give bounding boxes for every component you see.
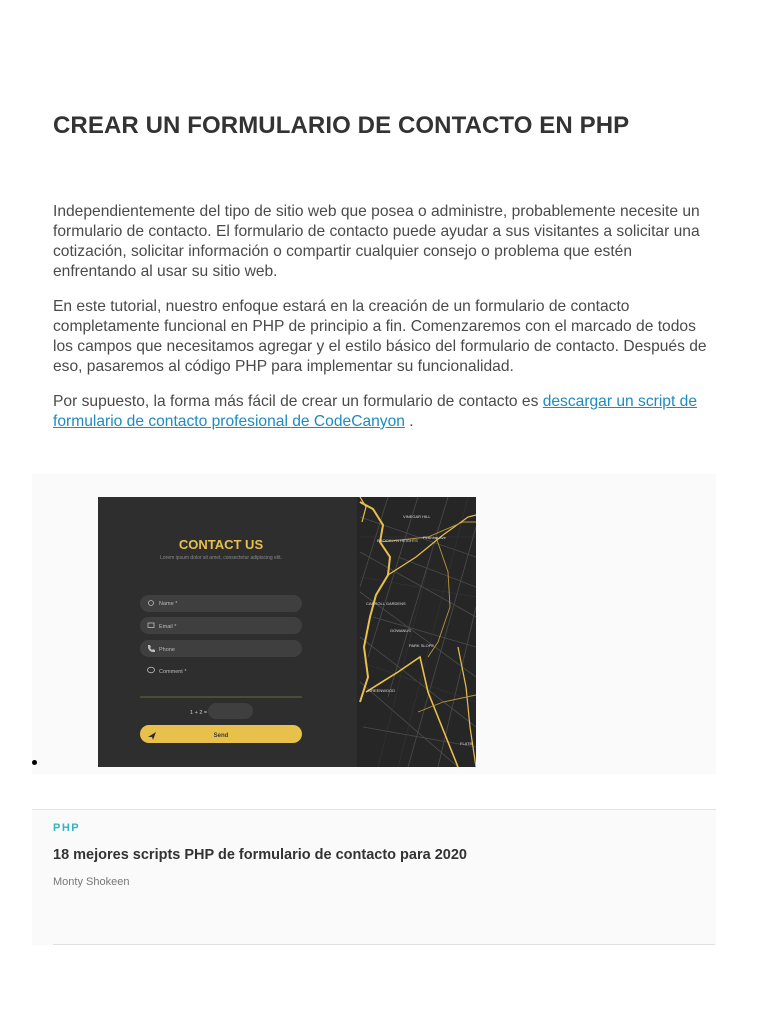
map-label: GREENWOOD (368, 688, 396, 693)
codecanyon-link[interactable]: descargar un script de formulario de contacto profesional de CodeCanyon (53, 393, 697, 430)
card-category[interactable]: PHP (53, 822, 81, 834)
map-label: FLATB (460, 741, 473, 746)
article-body (53, 202, 719, 447)
phone-label: Phone (159, 647, 175, 653)
card-author: Monty Shokeen (53, 876, 130, 888)
list-bullet (32, 760, 37, 765)
related-article-card[interactable] (32, 809, 716, 945)
contact-form-preview-image (98, 497, 476, 767)
name-label: Name * (159, 601, 178, 607)
page-title: CREAR UN FORMULARIO DE CONTACTO EN PHP (53, 112, 630, 139)
article-paragraph (53, 392, 719, 432)
map-label: GOWANUS (390, 628, 411, 633)
map-label: BROOKLYN HEIGHTS (377, 538, 418, 543)
captcha-field (208, 703, 253, 719)
preview-svg (98, 497, 476, 767)
captcha-label: 1 + 2 = (190, 710, 208, 716)
paragraph-text: Por supuesto, la forma más fácil de crear un formulario de contacto es (53, 393, 543, 410)
map-label: CARROLL GARDENS (366, 601, 406, 606)
preview-heading: CONTACT US (178, 537, 264, 552)
map-label: PARK SLOPE (409, 643, 435, 648)
preview-subheading: Lorem ipsum dolor sit amet, consectetur adipiscing elit. (160, 555, 282, 561)
card-title[interactable]: 18 mejores scripts PHP de formulario de contacto para 2020 (53, 847, 467, 863)
paragraph-end: . (404, 413, 414, 430)
email-label: Email * (159, 624, 177, 630)
article-paragraph: Independientemente del tipo de sitio web que posea o administre, probablemente necesite un formulario de contacto. El formulario de contacto puede ayudar a sus visitantes a solicitar una cotización, solicitar información o compartir cualquier consejo o problema que estén enfrentando al usar su sitio web. (53, 203, 700, 280)
article-paragraph: En este tutorial, nuestro enfoque estará en la creación de un formulario de contacto completamente funcional en PHP de principio a fin. Comenzaremos con el marcado de todos los campos que necesitamos agregar y el estilo básico del formulario de contacto. Después de eso, pasaremos al código PHP para implementar su funcionalidad. (53, 298, 707, 375)
map-label: VINEGAR HILL (403, 514, 431, 519)
map-label: Flushing Ave (423, 535, 446, 540)
comment-label: Comment * (159, 669, 187, 675)
send-label: Send (213, 733, 229, 739)
card-divider (53, 944, 715, 945)
